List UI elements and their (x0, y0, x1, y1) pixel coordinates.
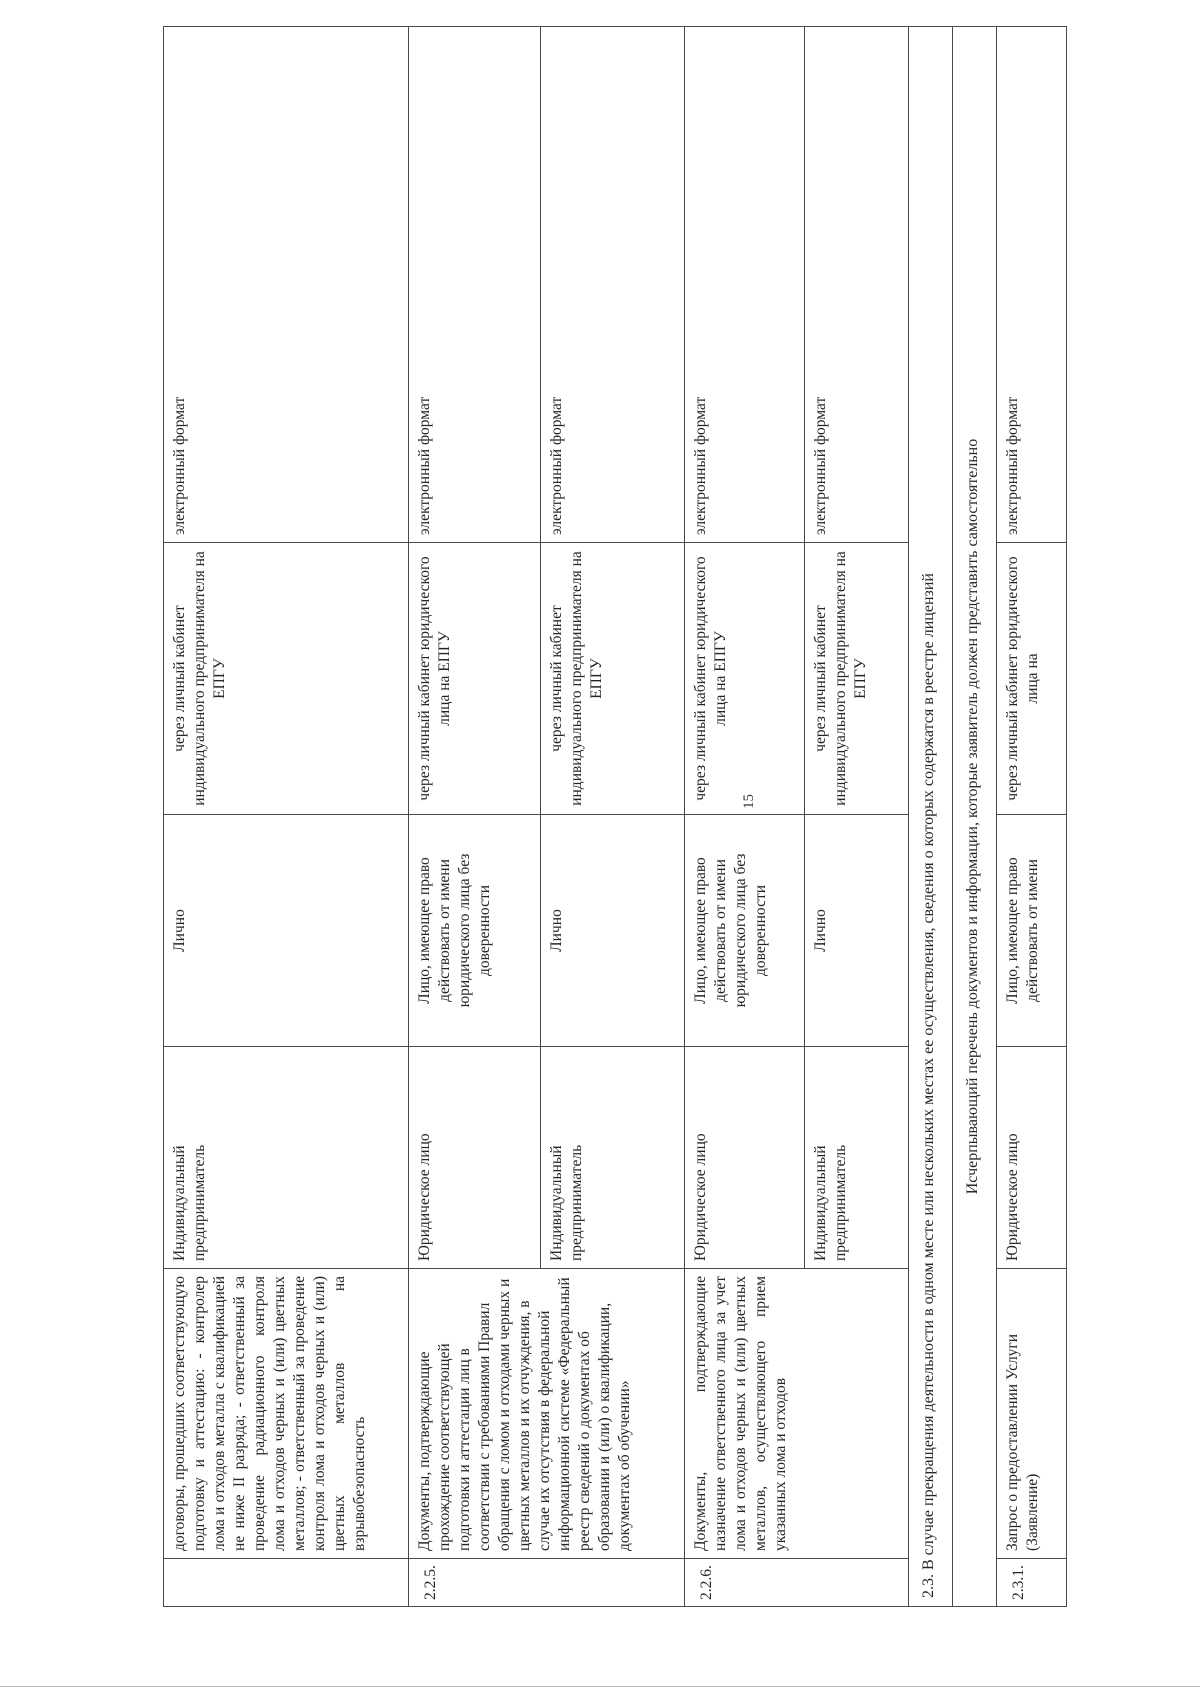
documents-cell: Запрос о предоставлении Услуги (Заявление) (997, 1269, 1067, 1559)
person-cell: Лично (541, 815, 685, 1047)
table-row-2-3-1 (997, 27, 1067, 1607)
format-cell: электронный формат (164, 27, 409, 543)
exhaustive-list-row (953, 27, 997, 1607)
page-number: 15 (741, 794, 757, 809)
table-row-2-2-6-a (685, 27, 805, 1607)
exhaustive-list-header: Исчерпывающий перечень документов и информации, которые заявитель должен представить самостоятельно (953, 27, 997, 1607)
row-number-cell: 2.2.5. (409, 1559, 685, 1607)
channel-cell: через личный кабинет юридического лица на ЕПГУ (409, 543, 541, 815)
channel-cell: через личный кабинет индивидуального предпринимателя на ЕПГУ (164, 543, 409, 815)
row-number-cell: 2.2.6. (685, 1559, 909, 1607)
channel-cell: через личный кабинет индивидуального предпринимателя на ЕПГУ (541, 543, 685, 815)
format-cell: электронный формат (685, 27, 805, 543)
section-header-row (909, 27, 953, 1607)
format-cell: электронный формат (409, 27, 541, 543)
documents-table (163, 26, 1067, 1607)
applicant-cell: Индивидуальный предприниматель (164, 1047, 409, 1269)
person-cell: Лично (164, 815, 409, 1047)
channel-cell: через личный кабинет индивидуального предпринимателя на ЕПГУ (805, 543, 909, 815)
applicant-cell: Индивидуальный предприниматель (541, 1047, 685, 1269)
page-bottom-rule (0, 1686, 1200, 1687)
documents-cell: Документы, подтверждающие назначение ответственного лица за учет лома и отходов черных и (или) цветных металлов, осуществляющего прием указанных лома и отходов (685, 1269, 909, 1559)
channel-cell: через личный кабинет юридического лица на ЕПГУ (685, 543, 805, 815)
format-cell: электронный формат (997, 27, 1067, 543)
documents-cell: договоры, прошедших соответствующую подготовку и аттестацию: - контролер лома и отходов металла с квалификацией не ниже II разряда; - ответственный за проведение радиационного контроля лома и отходов черных и (или) цветных металлов; - ответственный за проведение контроля лома и отходов черных и (или) цветных металлов на взрывобезопасность (164, 1269, 409, 1559)
person-cell: Лицо, имеющее право действовать от имени (997, 815, 1067, 1047)
format-cell: электронный формат (541, 27, 685, 543)
row-number-cell: 2.3.1. (997, 1559, 1067, 1607)
table-row-continuation (164, 27, 409, 1607)
format-cell: электронный формат (805, 27, 909, 543)
person-cell: Лицо, имеющее право действовать от имени юридического лица без доверенности (409, 815, 541, 1047)
table-row-2-2-5-a (409, 27, 541, 1607)
section-2-3-header: 2.3. В случае прекращения деятельности в одном месте или нескольких местах ее осуществления, сведения о которых содержатся в реестре лицензий (909, 27, 953, 1607)
person-cell: Лично (805, 815, 909, 1047)
applicant-cell: Юридическое лицо (409, 1047, 541, 1269)
channel-cell: через личный кабинет юридического лица на (997, 543, 1067, 815)
row-number-cell (164, 1559, 409, 1607)
documents-cell: Документы, подтверждающие прохождение соответствующей подготовки и аттестации лиц в соответствии с требованиями Правил обращения с ломом и отходами черных и цветных металлов и их отчуждения, в случае их отсутствия в федеральной информационной системе «Федеральный реестр сведений о документах об образовании и (или) о квалификации, документах об обучении» (409, 1269, 685, 1559)
person-cell: Лицо, имеющее право действовать от имени юридического лица без доверенности (685, 815, 805, 1047)
rotated-table-container (163, 27, 1068, 1607)
applicant-cell: Юридическое лицо (685, 1047, 805, 1269)
applicant-cell: Юридическое лицо (997, 1047, 1067, 1269)
applicant-cell: Индивидуальный предприниматель (805, 1047, 909, 1269)
